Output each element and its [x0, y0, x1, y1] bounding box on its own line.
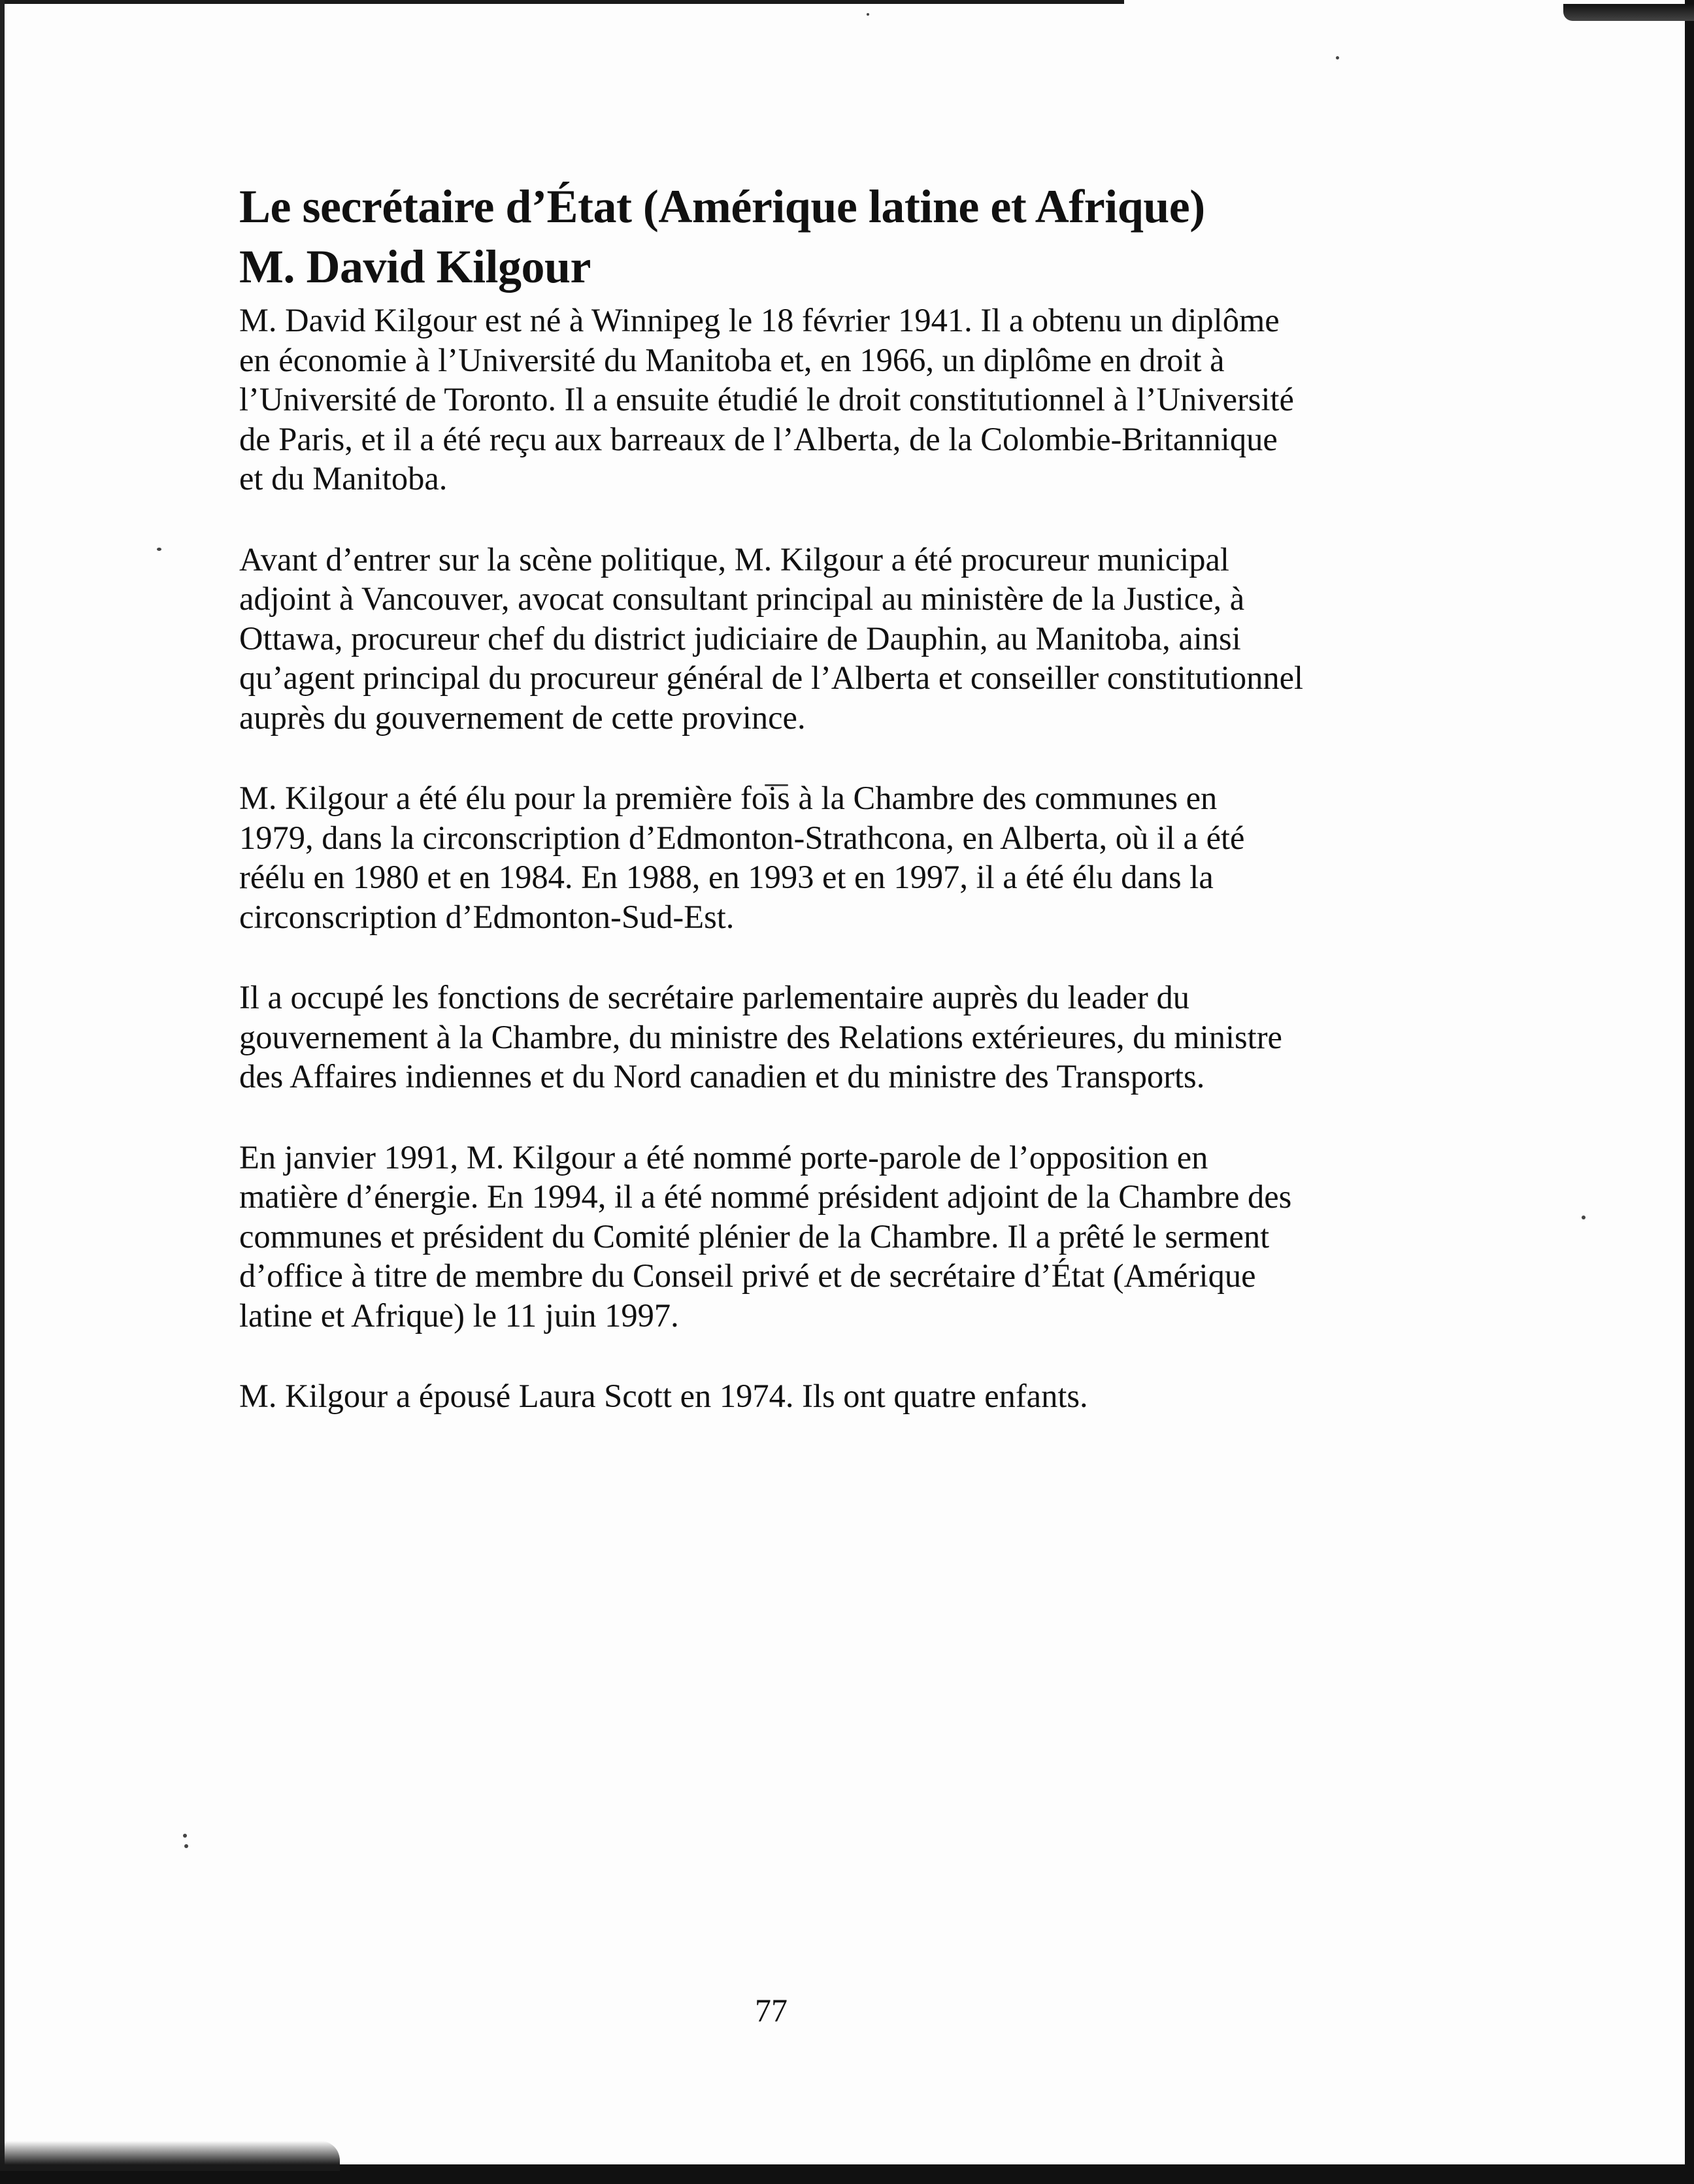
- document-body: [239, 301, 1318, 1457]
- paragraph-biography: [239, 301, 1318, 499]
- scan-edge-bottom-left: [0, 2141, 340, 2171]
- scan-edge-left: [0, 0, 5, 2184]
- paragraph-family: [239, 1376, 1318, 1416]
- text-line: et du Manitoba.: [239, 460, 448, 497]
- text-line: des Affaires indiennes et du Nord canadien et du ministre des Transports.: [239, 1058, 1205, 1095]
- paragraph-career: [239, 540, 1318, 738]
- text-line: l’Université de Toronto. Il a ensuite étudié le droit constitutionnel à l’Université: [239, 381, 1294, 418]
- text-line: communes et président du Comité plénier de la Chambre. Il a prêté le serment: [239, 1217, 1270, 1255]
- text-line: circonscription d’Edmonton-Sud-Est.: [239, 898, 735, 935]
- title-line-1: Le secrétaire d’État (Amérique latine et Afrique): [239, 180, 1205, 233]
- scan-speck: [867, 13, 869, 16]
- paragraph-appointments: [239, 1138, 1318, 1336]
- text-line: gouvernement à la Chambre, du ministre des Relations extérieures, du ministre: [239, 1018, 1282, 1055]
- title-line-2: M. David Kilgour: [239, 240, 591, 293]
- scan-edge-right: [1685, 0, 1694, 2184]
- text-line: 1979, dans la circonscription d’Edmonton-Strathcona, en Alberta, où il a été: [239, 819, 1245, 856]
- text-line: latine et Afrique) le 11 juin 1997.: [239, 1297, 679, 1334]
- text-line: d’office à titre de membre du Conseil privé et de secrétaire d’État (Amérique: [239, 1257, 1256, 1294]
- text-line: Il a occupé les fonctions de secrétaire parlementaire auprès du leader du: [239, 979, 1189, 1016]
- text-line: M. David Kilgour est né à Winnipeg le 18 février 1941. Il a obtenu un diplôme: [239, 302, 1280, 339]
- text-line: matière d’énergie. En 1994, il a été nommé président adjoint de la Chambre des: [239, 1178, 1292, 1215]
- scan-speck: [1336, 56, 1339, 59]
- text-line: auprès du gouvernement de cette province.: [239, 699, 806, 736]
- scan-edge-top: [0, 0, 1124, 4]
- scan-speck: [1582, 1216, 1586, 1219]
- scan-speck: [183, 1834, 187, 1838]
- text-line: Ottawa, procureur chef du district judiciaire de Dauphin, au Manitoba, ainsi: [239, 620, 1241, 657]
- text-line: adjoint à Vancouver, avocat consultant principal au ministère de la Justice, à: [239, 580, 1245, 617]
- text-line: En janvier 1991, M. Kilgour a été nommé porte-parole de l’opposition en: [239, 1138, 1208, 1176]
- page-number: 77: [755, 1992, 788, 2028]
- paragraph-parliamentary-secretary: [239, 978, 1318, 1097]
- scan-edge-right-tab: [1563, 4, 1694, 21]
- scan-speck: [157, 548, 161, 551]
- text-line: M. Kilgour a été élu pour la première fois à la Chambre des communes en: [239, 780, 1218, 816]
- text-line: réélu en 1980 et en 1984. En 1988, en 1993 et en 1997, il a été élu dans la: [239, 859, 1214, 895]
- document-title: [239, 176, 1350, 297]
- text-line: qu’agent principal du procureur général de l’Alberta et conseiller constitutionnel: [239, 659, 1304, 696]
- scan-speck: [184, 1844, 188, 1848]
- text-line: M. Kilgour a épousé Laura Scott en 1974. Ils ont quatre enfants.: [239, 1378, 1088, 1414]
- text-line: en économie à l’Université du Manitoba et, en 1966, un diplôme en droit à: [239, 341, 1225, 378]
- text-line: Avant d’entrer sur la scène politique, M. Kilgour a été procureur municipal: [239, 540, 1229, 578]
- paragraph-elections: [239, 778, 1318, 936]
- text-line: de Paris, et il a été reçu aux barreaux de l’Alberta, de la Colombie-Britannique: [239, 420, 1278, 457]
